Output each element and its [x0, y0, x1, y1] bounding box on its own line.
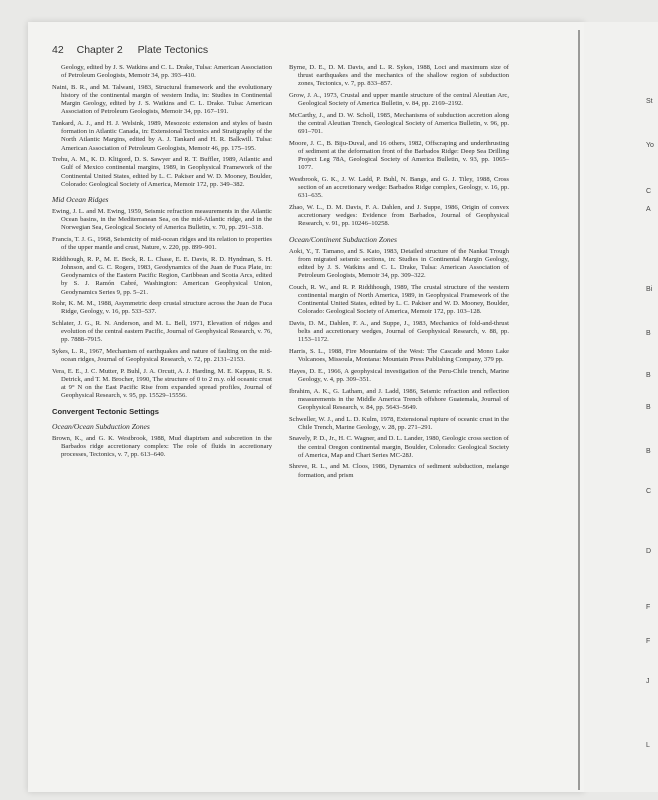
margin-letter: B: [646, 404, 651, 411]
margin-letter: J: [646, 678, 650, 685]
reference-entry: Sykes, L. R., 1967, Mechanism of earthquakes and nature of faulting on the mid-ocean ridges, Journal of Geophysical Research, v. 72, pp. 2131–2153.: [52, 348, 272, 364]
right-reference-column: [289, 64, 509, 483]
reference-entry: Riddihough, R. P., M. E. Beck, R. L. Chase, E. E. Davis, R. D. Hyndman, S. H. Johnson, and G. C. Rogers, 1983, Geodynamics of the Juan de Fuca Plate, in: Geodynamics of the Eastern Pacific Region, Caribbean and Scotia Arcs, edited by S. J. Ramón Cabré, Washington: American Geophysical Union, Geodynamics Series 9, pp. 5–21.: [52, 255, 272, 296]
margin-letter: F: [646, 604, 651, 611]
reference-entry: Trehu, A. M., K. D. Klitgord, D. S. Sawyer and R. T. Buffler, 1989, Atlantic and Gulf of Mexico continental margins, 1989, in Geophysical Framework of the Continental United States, edited by L. C. Pakiser and W. D. Mooney, Boulder, Colorado: Geological Society of America, Memoir 172, pp. 349–382.: [52, 156, 272, 188]
reference-entry: Naini, B. R., and M. Talwani, 1983, Structural framework and the evolutionary history of the continental margin of western India, in: Studies in Continental Margin Geology, edited by J. S. Watkins and C. L. Drake. Tulsa: American Association of Petroleum Geologists, Memoir 34, pp. 167–191.: [52, 83, 272, 116]
reference-entry: Westbrook, G. K., J. W. Ladd, P. Buhl, N. Bangs, and G. J. Tiley, 1988, Cross section of an accretionary wedge: Barbados Ridge complex, Geology, v. 16, pp. 631–635.: [289, 176, 509, 200]
reference-entry: Schweller, W. J., and L. D. Kulm, 1978, Extensional rupture of oceanic crust in the Chile Trench, Marine Geology, v. 28, pp. 271–291.: [289, 415, 509, 431]
reference-entry: Davis, D. M., Dahlen, F. A., and Suppe, J., 1983, Mechanics of fold-and-thrust belts and accretionary wedges, Journal of Geophysical Research, v. 88, pp. 1153–1172.: [289, 320, 509, 344]
reference-entry: Schlater, J. G., R. N. Anderson, and M. L. Bell, 1971, Elevation of ridges and evolution of the central eastern Pacific, Journal of Geophysical Research, v. 76, pp. 7888–7915.: [52, 320, 272, 344]
margin-letter: St: [646, 98, 653, 105]
margin-letter: Yo: [646, 142, 654, 149]
section-heading: Ocean/Ocean Subduction Zones: [52, 421, 150, 431]
chapter-label: Chapter 2: [76, 44, 123, 56]
margin-letter: A: [646, 206, 651, 213]
reference-entry: Tankard, A. J., and H. J. Welsink, 1989, Mesozoic extension and styles of basin formation in Atlantic Canada, in: Extensional Tectonics and Stratigraphy of the North Atlantic Margins, edited by A. J. Tankard and H. R. Balkwill. Tulsa: American Association of Petroleum Geologists, Memoir 46, pp. 175–195.: [52, 120, 272, 152]
reference-entry: Shreve, R. L., and M. Cloos, 1986, Dynamics of sediment subduction, melange formation, and prism: [289, 463, 509, 479]
left-reference-column: [52, 64, 272, 463]
reference-entry: Brown, K., and G. K. Westbrook, 1988, Mud diapirism and subcretion in the Barbados ridge accretionary complex: The role of fluids in accretionary processes, Tectonics, v. 7, pp. 613–640.: [52, 434, 272, 459]
section-heading: Mid Ocean Ridges: [52, 195, 109, 205]
reference-entry: Ewing, J. L. and M. Ewing, 1959, Seismic refraction measurements in the Atlantic Ocean basins, in the Mediterranean Sea, on the mid-Atlantic ridge, and in the Norwegian Sea, Geological Society of America Bulletin, v. 70, pp. 291–318.: [52, 208, 272, 232]
reference-entry: Grow, J. A., 1973, Crustal and upper mantle structure of the central Aleutian Arc, Geological Society of America Bulletin, v. 84, pp. 2169–2192.: [289, 92, 509, 108]
margin-letter: B: [646, 372, 651, 379]
section-heading: Ocean/Continent Subduction Zones: [289, 234, 397, 244]
chapter-title: Plate Tectonics: [137, 44, 209, 56]
facing-page-margin-letters: [646, 0, 658, 800]
reference-entry: Snavely, P. D., Jr., H. C. Wagner, and D. L. Lander, 1980, Geologic cross section of the central Oregon continental margin, Boulder, Colorado: Geological Society of America, Map and Chart Series MC-28J.: [289, 435, 509, 459]
reference-entry: Harris, S. L., 1988, Fire Mountains of the West: The Cascade and Mono Lake Volcanoes, Missoula, Montana: Mountain Press Publishing Company, 379 pp.: [289, 348, 509, 364]
margin-letter: C: [646, 188, 652, 195]
reference-entry: Couch, R. W., and R. P. Riddihough, 1989, The crustal structure of the western continental margin of North America, 1989, in Geophysical Framework of the Continental United States, edited by L. C. Pakiser and W. D. Mooney, Boulder, Colorado: Geological Society of America, Memoir 172, pp. 103–128.: [289, 283, 509, 316]
reference-entry: Byrne, D. E., D. M. Davis, and L. R. Sykes, 1988, Loci and maximum size of thrust earthquakes and the mechanics of the shallow region of subduction zones, Tectonics, v. 7, pp. 833–857.: [289, 64, 509, 88]
reference-continuation: Geology, edited by J. S. Watkins and C. L. Drake, Tulsa: American Association of Petroleum Geologists, Memoir 34, pp. 393–410.: [61, 64, 272, 80]
running-header: [52, 44, 208, 56]
reference-entry: Francis, T. J. G., 1968, Seismicity of mid-ocean ridges and its relation to properties of the upper mantle and crust, Nature, v. 220, pp. 899–901.: [52, 236, 272, 252]
reference-entry: Vera, E. E., J. C. Mutter, P. Buhl, J. A. Orcutt, A. J. Harding, M. E. Kappus, R. S. Detrick, and T. M. Brocher, 1990, The structure of 0 to 2 m.y. old oceanic crust at 9° N on the East Pacific Rise from expanded spread profiles, Journal of Geophysical Research, v. 95, pp. 15529–15556.: [52, 367, 272, 400]
margin-letter: C: [646, 488, 652, 495]
reference-entry: Moore, J. C., B. Biju-Duval, and 16 others, 1982, Offscraping and underthrusting of sediment at the deformation front of the Barbados Ridge: Deep Sea Drilling Project Leg 78A, Geological Society of America Bulletin, v. 93, pp. 1065–1077.: [289, 139, 509, 172]
reference-entry: Aoki, Y., T. Tamano, and S. Kato, 1983, Detailed structure of the Nankai Trough from migrated seismic sections, in: Studies in Continental Margin Geology, edited by J. S. Watkins and C. L. Drake, Tulsa: American Association of Petroleum Geologists, Memoir 34, pp. 309–322.: [289, 247, 509, 280]
margin-letter: D: [646, 548, 652, 555]
margin-letter: Bi: [646, 286, 653, 293]
margin-letter: B: [646, 330, 651, 337]
reference-entry: Rohr, K. M. M., 1988, Asymmetric deep crustal structure across the Juan de Fuca Ridge, Geology, v. 16, pp. 533–537.: [52, 300, 272, 316]
margin-letter: L: [646, 742, 650, 749]
reference-entry: McCarthy, J., and D. W. Scholl, 1985, Mechanisms of subduction accretion along the central Aleutian Trench, Geological Society of America Bulletin, v. 96, pp. 691–701.: [289, 111, 509, 136]
reference-entry: Hayes, D. E., 1966, A geophysical investigation of the Peru-Chile trench, Marine Geology, v. 4, pp. 309–351.: [289, 367, 509, 384]
major-heading: Convergent Tectonic Settings: [52, 406, 160, 416]
margin-letter: F: [646, 638, 651, 645]
reference-entry: Zhao, W. L., D. M. Davis, F. A. Dahlen, and J. Suppe, 1986, Origin of convex accretionary wedges: Evidence from Barbados, Journal of Geophysical Research, v. 91, pp. 10246–10258.: [289, 204, 509, 228]
page-number: 42: [52, 44, 64, 56]
reference-entry: Ibrahim, A. K., G. Latham, and J. Ladd, 1986, Seismic refraction and reflection measurements in the Middle America Trench offshore Guatemala, Journal of Geophysical Research, v. 84, pp. 5643–5649.: [289, 387, 509, 412]
margin-letter: B: [646, 448, 651, 455]
book-gutter: [578, 30, 580, 790]
